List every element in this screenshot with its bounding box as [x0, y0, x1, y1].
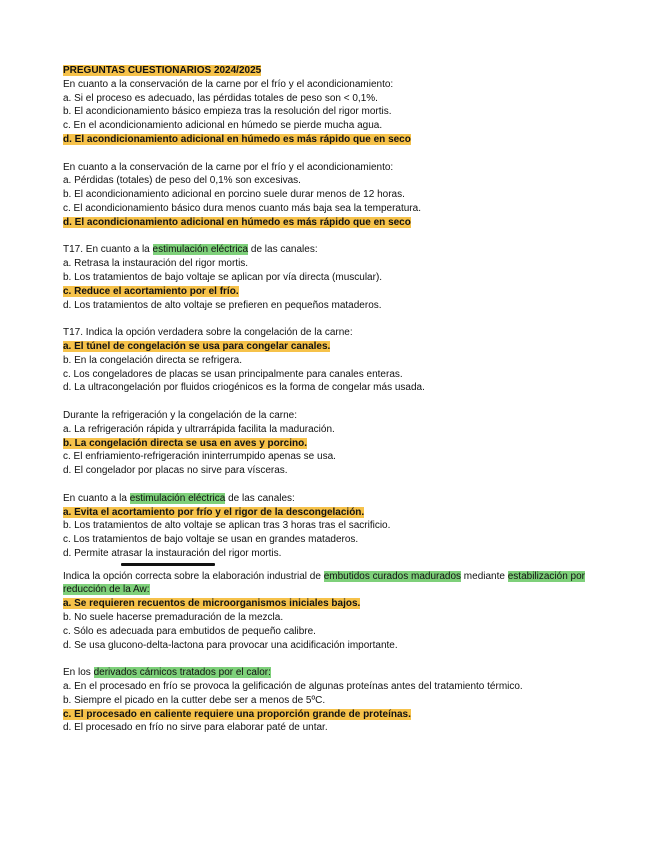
option: d. La ultracongelación por fluidos criogénicos es la forma de congelar más usada. [63, 382, 425, 394]
option: d. Permite atrasar la instauración del rigor mortis. [63, 547, 282, 559]
option: a. En el procesado en frío se provoca la gelificación de algunas proteínas antes del tratamiento térmico. [63, 681, 523, 693]
divider-line [121, 563, 215, 566]
correct-option: b. La congelación directa se usa en aves y porcino. [63, 437, 307, 449]
term-highlight: derivados cárnicos tratados por el calor: [93, 667, 271, 679]
document-title: PREGUNTAS CUESTIONARIOS 2024/2025 [63, 65, 262, 76]
option: d. Se usa glucono-delta-lactona para provocar una acidificación importante. [63, 639, 398, 651]
option: a. Si el proceso es adecuado, las pérdidas totales de peso son < 0,1%. [63, 92, 378, 104]
question-stem: Indica la opción correcta sobre la elaboración industrial de embutidos curados madurados mediante estabilización por reducción de la Aw: [63, 570, 585, 596]
option: a. Pérdidas (totales) de peso del 0,1% son excesivas. [63, 175, 301, 187]
term-highlight: estimulación eléctrica [152, 244, 249, 256]
question-stem: En los derivados cárnicos tratados por el calor: [63, 667, 271, 679]
option: c. Los tratamientos de bajo voltaje se usan en grandes mataderos. [63, 534, 359, 546]
option: a. La refrigeración rápida y ultrarrápida facilita la maduración. [63, 423, 335, 435]
option: b. El acondicionamiento adicional en porcino suele durar menos de 12 horas. [63, 189, 405, 201]
option: b. Siempre el picado en la cutter debe ser a menos de 5ºC. [63, 694, 326, 706]
correct-option: a. Se requieren recuentos de microorganismos iniciales bajos. [63, 598, 361, 610]
term-highlight: embutidos curados madurados [323, 570, 462, 582]
option: a. Retrasa la instauración del rigor mortis. [63, 258, 249, 270]
option: c. En el acondicionamiento adicional en húmedo se pierde mucha agua. [63, 120, 383, 132]
option: c. El acondicionamiento básico dura menos cuanto más baja sea la temperatura. [63, 202, 421, 214]
question-stem: En cuanto a la conservación de la carne por el frío y el acondicionamiento: [63, 78, 394, 90]
correct-option: a. El túnel de congelación se usa para congelar canales. [63, 340, 331, 352]
option: d. El procesado en frío no sirve para elaborar paté de untar. [63, 722, 328, 734]
correct-option: c. Reduce el acortamiento por el frío. [63, 285, 239, 297]
option: b. En la congelación directa se refrigera. [63, 354, 242, 366]
option: b. No suele hacerse premaduración de la mezcla. [63, 612, 284, 624]
option: b. Los tratamientos de bajo voltaje se aplican por vía directa (muscular). [63, 271, 383, 283]
question-stem: En cuanto a la estimulación eléctrica de las canales: [63, 492, 295, 504]
option: b. El acondicionamiento básico empieza tras la resolución del rigor mortis. [63, 106, 392, 118]
term-highlight: estabilización por reducción de la Aw: [63, 570, 585, 596]
option: d. Los tratamientos de alto voltaje se prefieren en pequeños mataderos. [63, 299, 382, 311]
correct-option: d. El acondicionamiento adicional en húmedo es más rápido que en seco [63, 133, 411, 145]
option: d. El congelador por placas no sirve para vísceras. [63, 465, 288, 477]
correct-option: a. Evita el acortamiento por frío y el rigor de la descongelación. [63, 506, 365, 518]
correct-option: d. El acondicionamiento adicional en húmedo es más rápido que en seco [63, 216, 411, 228]
question-stem: En cuanto a la conservación de la carne por el frío y el acondicionamiento: [63, 161, 394, 173]
term-highlight: estimulación eléctrica [129, 492, 226, 504]
option: c. El enfriamiento-refrigeración ininterrumpido apenas se usa. [63, 451, 336, 463]
option: c. Los congeladores de placas se usan principalmente para canales enteras. [63, 368, 403, 380]
question-stem: T17. Indica la opción verdadera sobre la congelación de la carne: [63, 327, 353, 339]
question-stem: Durante la refrigeración y la congelación de la carne: [63, 409, 298, 421]
correct-option: c. El procesado en caliente requiere una proporción grande de proteínas. [63, 708, 411, 720]
question-stem: T17. En cuanto a la estimulación eléctrica de las canales: [63, 244, 318, 256]
document-page [63, 64, 593, 735]
option: b. Los tratamientos de alto voltaje se aplican tras 3 horas tras el sacrificio. [63, 520, 391, 532]
option: c. Sólo es adecuada para embutidos de pequeño calibre. [63, 625, 316, 637]
